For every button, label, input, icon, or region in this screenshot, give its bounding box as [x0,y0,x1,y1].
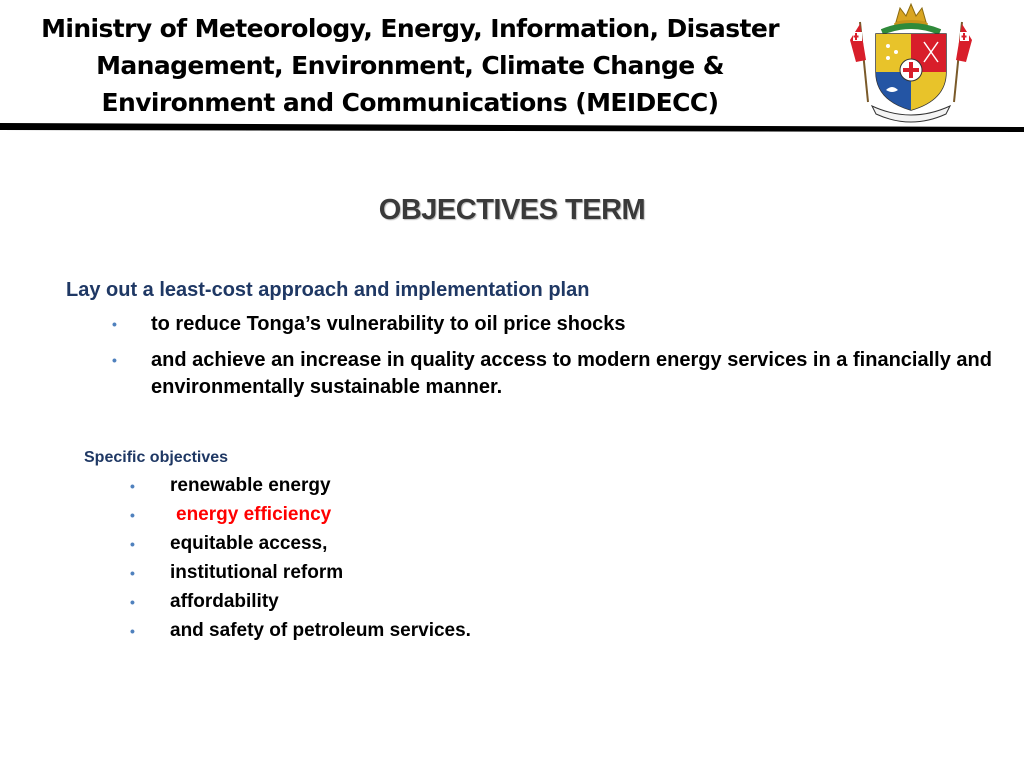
bullet-icon: • [130,565,135,581]
bullet-icon: • [130,594,135,610]
list-item [130,530,630,559]
list-item-text: energy efficiency [176,504,332,525]
tonga-coat-of-arms-icon [846,2,976,124]
header-divider [0,123,1024,132]
bullet-icon: • [130,507,135,523]
list-item [130,559,630,588]
specific-objectives-heading: Specific objectives [84,449,229,466]
list-item-text: to reduce Tonga’s vulnerability to oil price shocks [151,313,626,335]
bullet-icon: • [130,623,135,639]
list-item-text: renewable energy [170,475,331,496]
list-item [130,472,630,501]
slide-title: OBJECTIVES TERM [378,194,646,226]
lead-statement: Lay out a least-cost approach and implementation plan [66,279,590,301]
list-item [130,588,630,617]
bullet-icon: • [112,316,117,332]
list-item [112,311,992,338]
bullet-icon: • [130,478,135,494]
bullet-icon: • [130,536,135,552]
list-item [112,347,992,401]
list-item [130,617,630,646]
specific-objectives-list [130,472,630,646]
list-item-text: affordability [170,591,279,612]
list-item-text: and safety of petroleum services. [170,620,471,641]
ministry-title: Ministry of Meteorology, Energy, Information, Disaster Management, Environment, Climate Change & Environment and Communications (MEIDECC) [41,14,779,117]
bullet-icon: • [112,352,117,368]
list-item-text: institutional reform [170,562,344,583]
list-item-text: equitable access, [170,533,328,554]
list-item-text: and achieve an increase in quality access to modern energy services in a financially and environmentally sustainable manner. [151,349,992,398]
lead-bullet-list [112,311,992,410]
list-item-highlighted [130,501,630,530]
